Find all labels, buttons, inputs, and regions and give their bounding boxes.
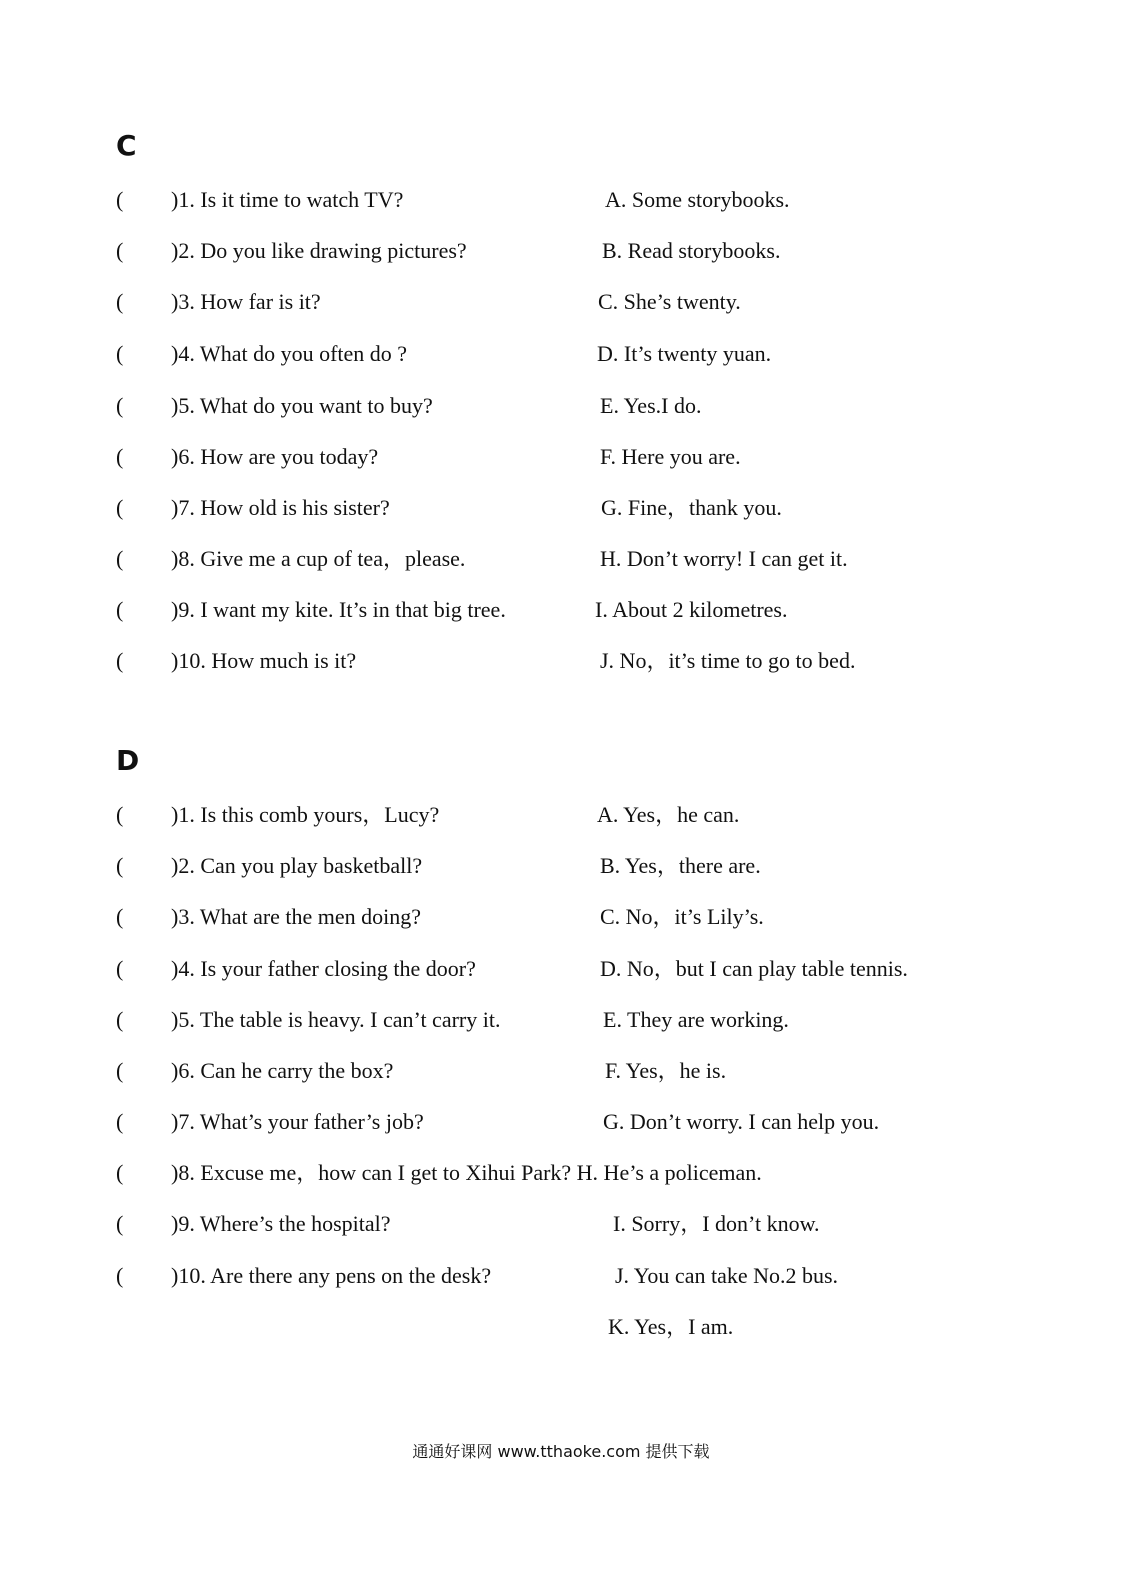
list-item	[0, 1055, 1122, 1087]
list-item	[0, 1208, 1122, 1240]
answer-blank: (	[116, 289, 124, 314]
answer-option: G. Fine，thank you.	[601, 495, 782, 520]
answer-blank: (	[116, 444, 124, 469]
answer-blank: (	[116, 597, 124, 622]
answer-option: F. Yes，he is.	[605, 1058, 727, 1083]
question-text: )8. Excuse me，how can I get to Xihui Park? H. He’s a policeman.	[171, 1160, 762, 1185]
question-text: )3. What are the men doing?	[171, 904, 422, 929]
list-item	[0, 1311, 1122, 1343]
list-item	[0, 543, 1122, 575]
answer-blank: (	[116, 393, 124, 418]
list-item	[0, 645, 1122, 677]
question-text: )10. How much is it?	[171, 648, 357, 673]
answer-blank: (	[116, 238, 124, 263]
answer-option: A. Some storybooks.	[605, 187, 790, 212]
answer-option: A. Yes，he can.	[597, 802, 740, 827]
question-text: )7. What’s your father’s job?	[171, 1109, 424, 1134]
question-text: )4. Is your father closing the door?	[171, 956, 476, 981]
list-item	[0, 1260, 1122, 1292]
question-text: )2. Do you like drawing pictures?	[171, 238, 467, 263]
answer-option: G. Don’t worry. I can help you.	[603, 1109, 880, 1134]
answer-blank: (	[116, 802, 124, 827]
answer-option: K. Yes，I am.	[608, 1314, 734, 1339]
answer-option: B. Yes，there are.	[600, 853, 761, 878]
question-text: )6. Can he carry the box?	[171, 1058, 394, 1083]
answer-option: D. It’s twenty yuan.	[597, 341, 772, 366]
answer-option: E. Yes.I do.	[600, 393, 702, 418]
page-footer: 通通好课网 www.tthaoke.com 提供下载	[412, 1442, 710, 1461]
answer-blank: (	[116, 853, 124, 878]
list-item	[0, 901, 1122, 933]
answer-option: F. Here you are.	[600, 444, 741, 469]
question-text: )7. How old is his sister?	[171, 495, 390, 520]
answer-blank: (	[116, 904, 124, 929]
list-item	[0, 390, 1122, 422]
question-text: )5. What do you want to buy?	[171, 393, 433, 418]
question-text: )1. Is it time to watch TV?	[171, 187, 404, 212]
answer-option: D. No，but I can play table tennis.	[600, 956, 908, 981]
question-text: )8. Give me a cup of tea，please.	[171, 546, 466, 571]
list-item	[0, 184, 1122, 216]
list-item	[0, 286, 1122, 318]
question-text: )9. Where’s the hospital?	[171, 1211, 391, 1236]
answer-blank: (	[116, 1007, 124, 1032]
list-item	[0, 594, 1122, 626]
section-title-d: D	[116, 744, 140, 777]
list-item	[0, 1106, 1122, 1138]
answer-blank: (	[116, 648, 124, 673]
question-text: )6. How are you today?	[171, 444, 379, 469]
list-item	[0, 799, 1122, 831]
question-text: )1. Is this comb yours，Lucy?	[171, 802, 440, 827]
answer-blank: (	[116, 187, 124, 212]
answer-option: I. Sorry，I don’t know.	[613, 1211, 820, 1236]
answer-blank: (	[116, 495, 124, 520]
list-item	[0, 441, 1122, 473]
answer-blank: (	[116, 1058, 124, 1083]
question-text: )2. Can you play basketball?	[171, 853, 423, 878]
list-item	[0, 492, 1122, 524]
question-text: )10. Are there any pens on the desk?	[171, 1263, 492, 1288]
question-text: )3. How far is it?	[171, 289, 321, 314]
list-item	[0, 235, 1122, 267]
answer-option: E. They are working.	[603, 1007, 789, 1032]
section-title-c: C	[116, 129, 137, 162]
answer-blank: (	[116, 1211, 124, 1236]
list-item	[0, 1004, 1122, 1036]
answer-option: C. She’s twenty.	[598, 289, 741, 314]
answer-blank: (	[116, 1160, 124, 1185]
answer-blank: (	[116, 341, 124, 366]
answer-blank: (	[116, 956, 124, 981]
list-item	[0, 953, 1122, 985]
list-item	[0, 850, 1122, 882]
question-text: )9. I want my kite. It’s in that big tree.	[171, 597, 506, 622]
answer-option: I. About 2 kilometres.	[595, 597, 788, 622]
answer-option: J. No，it’s time to go to bed.	[600, 648, 856, 673]
answer-blank: (	[116, 546, 124, 571]
list-item	[0, 1157, 1122, 1189]
answer-option: C. No，it’s Lily’s.	[600, 904, 764, 929]
answer-blank: (	[116, 1263, 124, 1288]
answer-option: B. Read storybooks.	[602, 238, 781, 263]
list-item	[0, 338, 1122, 370]
question-text: )5. The table is heavy. I can’t carry it.	[171, 1007, 501, 1032]
answer-blank: (	[116, 1109, 124, 1134]
answer-option: H. Don’t worry! I can get it.	[600, 546, 848, 571]
answer-option: J. You can take No.2 bus.	[615, 1263, 839, 1288]
question-text: )4. What do you often do ?	[171, 341, 408, 366]
